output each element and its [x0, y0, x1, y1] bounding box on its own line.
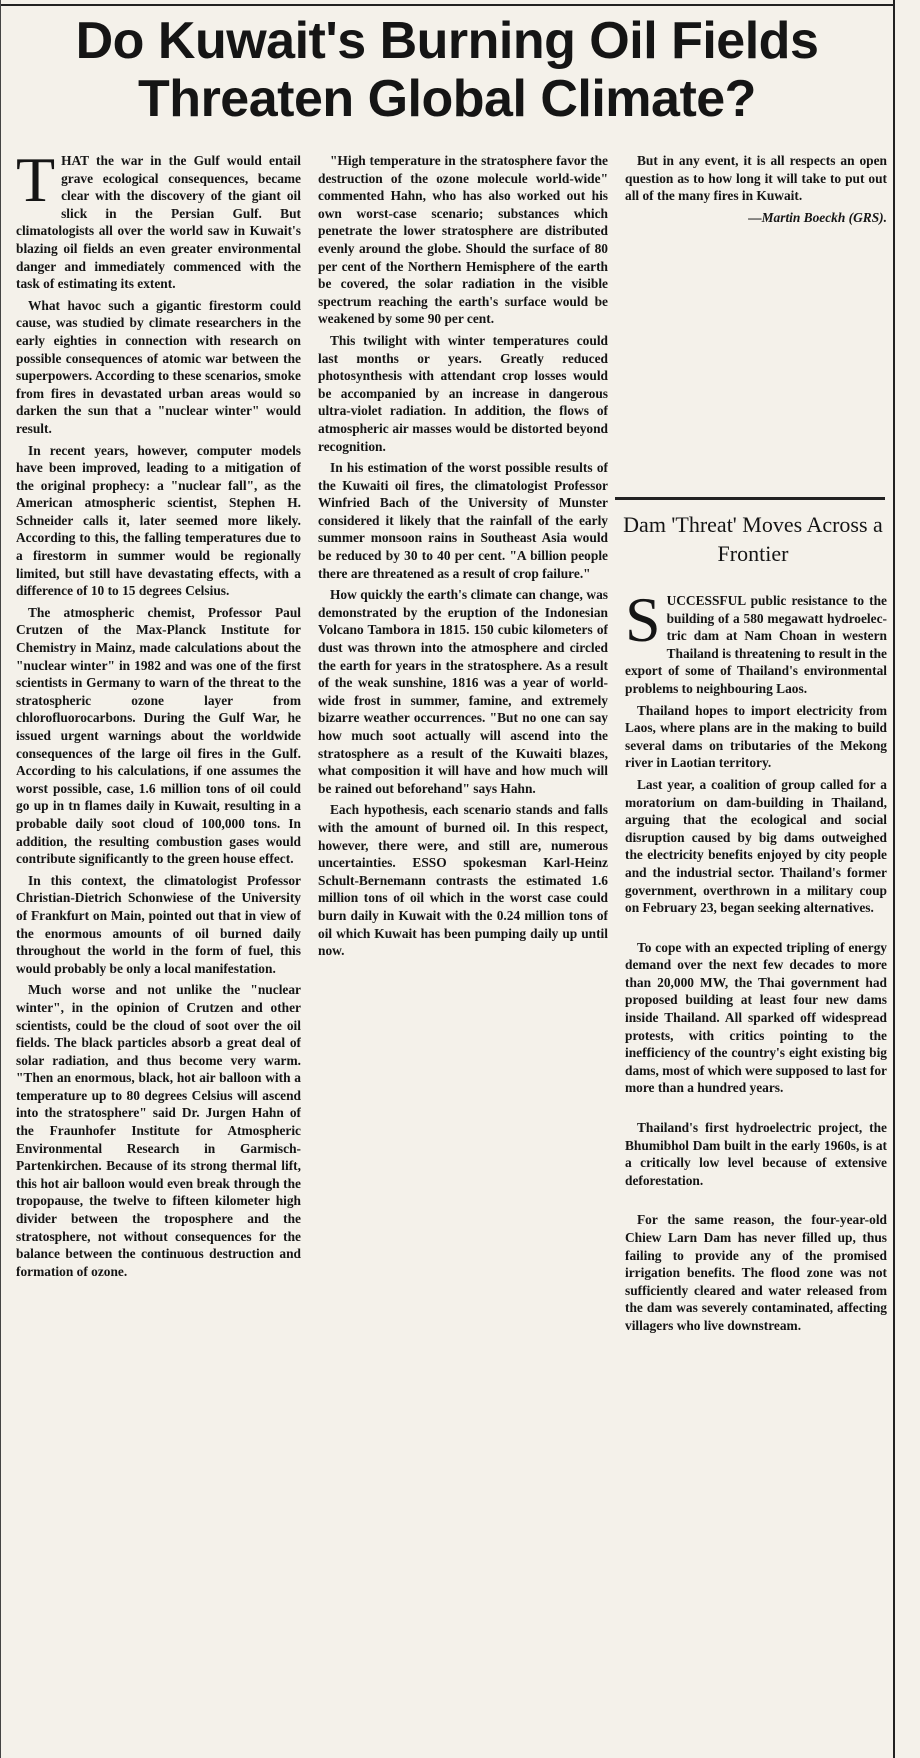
article-paragraph-10: How quickly the earth's climate can change, was demonstrated by the eruption of the Indonesian Volcano Tambora in 1815. 150 cubic kilometers of dust was thrown into the atmosphere and circled the earth for years in the stratosphere. As a result of the weak sunshine, 1816 was a year of world-wide frost in summer, famine, and extremely bizarre weather occurrences. "But no one can say how much soot actually will ascend into the stratosphere as a result of the Kuwaiti blazes, what composition it will have and how much will be rained out beforehand" says Hahn. — [318, 587, 608, 796]
sidebar-paragraph-4: To cope with an expected tripling of energy demand over the next few decades to more than 20,000 MW, the Thai government had proposed building at least four new dams inside Thailand. All sparked off widespread protests, with critics pointing to the inefficiency of the country's eight existing big dams, most of which were supposed to last for more than a hundred years. — [625, 939, 887, 1096]
article-paragraph-11: Each hypothesis, each scenario stands and falls with the amount of burned oil. In this respect, however, there were, and still are, numerous uncertainties. ESSO spokesman Karl-Heinz Schult-Bernemann contrasts the estimated 1.6 million tons of oil which in the worst case could burn daily in Kuwait with the 0.24 million tons of oil which Kuwait has been pumping daily up until now. — [318, 802, 608, 959]
article-paragraph-2: What havoc such a gigantic firestorm could cause, was studied by climate researchers in the early eighties in connection with research on possible consequences of atomic war between the superpowers. According to these scenarios, smoke from fires in devastated urban areas would so darken the sun that a "nuclear winter" would result. — [16, 297, 301, 436]
article-paragraph-7: "High temperature in the stratosphere favor the destruction of the ozone molecule world-wide" commented Hahn, who has also worked out his own worst-case scenario; substances which penetrate the lower stratosphere are distributed evenly around the globe. Should the surface of 80 per cent of the Northern Hemisphere of the earth be covered, the solar radiation in the visible spectrum reaching the earth's surface would be weakened by some 90 per cent. — [318, 153, 608, 327]
article-paragraph-5: In this context, the climatologist Professor Christian-Dietrich Schonwiese of the University of Frankfurt on Main, pointed out that in view of the enormous amounts of oil burned daily throughout the world in the form of fuel, this would probably be only a local manifestation. — [16, 872, 301, 976]
section-divider — [615, 497, 885, 500]
sidebar-column — [625, 592, 887, 1752]
article-paragraph-12: But in any event, it is all respects an open question as to how long it will take to put out all of the many fires in Kuwait. — [625, 153, 887, 204]
article-paragraph-3: In recent years, however, computer models have been improved, leading to a mitigation of the original prophecy: a "nuclear fall", as the American atmospheric scientist, Stephen H. Schneider calls it, later seemed more likely. According to this, the falling temperatures due to a firestorm in summer would be regionally limited, but still have devastating effects, with a difference of 10 to 15 degrees Celsius. — [16, 442, 301, 599]
sidebar-paragraph-3: Last year, a coalition of group called for a moratorium on dam-building in Thailand, arguing that the ecological and social disruption caused by big dams outweighed the electricity benefits enjoyed by city people and the industrial sector. Thailand's former government, overthrown in a military coup on February 23, began seeking alternatives. — [625, 776, 887, 916]
article-paragraph-9: In his estimation of the worst possible results of the Kuwaiti oil fires, the climatologist Professor Winfried Bach of the University of Munster considered it likely that the rainfall of the early summer monsoon rains in Southeast Asia would be reduced by 30 to 40 per cent. "A billion people there are threatened as a result of crop failure." — [318, 460, 608, 581]
top-rule — [0, 4, 893, 6]
article-paragraph-6: Much worse and not unlike the "nuclear winter", in the opinion of Crutzen and other scientists, could be the cloud of soot over the oil fields. The black particles absorb a great deal of solar radiation, and thus become very warm. "Then an enormous, black, hot air balloon with a temperature up to 80 degrees Celsius will ascend into the stratosphere" said Dr. Jurgen Hahn of the Fraunhofer Institute for Atmospheric Environmental Research in Garmisch-Partenkirchen. Because of its strong thermal lift, this hot air balloon would even break through the tropopause, the twelve to fifteen kilometer high divider between the troposphere and the stratosphere, not without consequences for the balance between the continuous destruction and formation of ozone. — [16, 982, 301, 1279]
right-rule — [893, 0, 895, 1758]
sidebar-paragraph-2: Thailand hopes to import electricity from Laos, where plans are in the making to build several dams on tributaries of the Mekong river in Laotian territory. — [625, 702, 887, 771]
article-column-2 — [318, 152, 608, 1752]
article-column-1 — [16, 152, 301, 1752]
article-column-3 — [625, 152, 887, 482]
article-paragraph-8: This twilight with winter temperatures could last months or years. Greatly reduced photosynthesis with attendant crop losses would be accompanied by an increase in dangerous ultra-violet radiation. In addition, the flows of atmospheric air masses would be distorted beyond recognition. — [318, 332, 608, 454]
article-paragraph-4: The atmospheric chemist, Professor Paul Crutzen of the Max-Planck Institute for Chemistry in Mainz, made calculations about the "nuclear winter" in 1982 and was one of the first scientists in Germany to warn of the threat to the stratospheric ozone layer from chlorofluorocarbons. During the Gulf War, he issued urgent warnings about the worldwide consequences of the large oil fires in the Gulf. According to his calculations, if one assumes the worst possible, case, 1.6 million tons of oil could go up in tn flames daily in Kuwait, resulting in a probable daily soot cloud of 100,000 tons. In addition, the resulting combustion gases would contribute significantly to the green house effect. — [16, 604, 301, 867]
sidebar-dropcap: S — [625, 592, 661, 655]
article-dropcap: T — [16, 152, 56, 215]
sidebar-paragraph-6: For the same reason, the four-year-old Chiew Larn Dam has never filled up, thus failing to provide any of the promised irrigation benefits. The flood zone was not sufficiently cleared and water released from the dam was severely contaminated, affecting villagers who live downstream. — [625, 1212, 887, 1333]
sidebar-paragraph-1: SUCCESSFUL public resistance to the building of a 580 megawatt hydroelec-tric dam at Nam Choan in western Thailand is threatening to result in the export of some of Thailand's environmental problems to neighbouring Laos. — [625, 592, 887, 696]
article-paragraph-1: THAT the war in the Gulf would entail grave ecological consequences, became clear with the discovery of the giant oil slick in the Persian Gulf. But climatologists all over the world saw in Kuwait's blazing oil fields an even greater environmental danger and immediately commenced with the task of estimating its extent. — [16, 152, 301, 292]
article-headline: Do Kuwait's Burning Oil Fields Threaten Global Climate? — [75, 12, 819, 128]
article-byline: —Martin Boeckh (GRS). — [748, 209, 887, 225]
sidebar-headline: Dam 'Threat' Moves Across a Frontier — [623, 512, 883, 566]
left-rule — [0, 0, 1, 1758]
sidebar-paragraph-5: Thailand's first hydroelectric project, the Bhumibhol Dam built in the early 1960s, is at a critically low level because of extensive deforestation. — [625, 1120, 887, 1188]
